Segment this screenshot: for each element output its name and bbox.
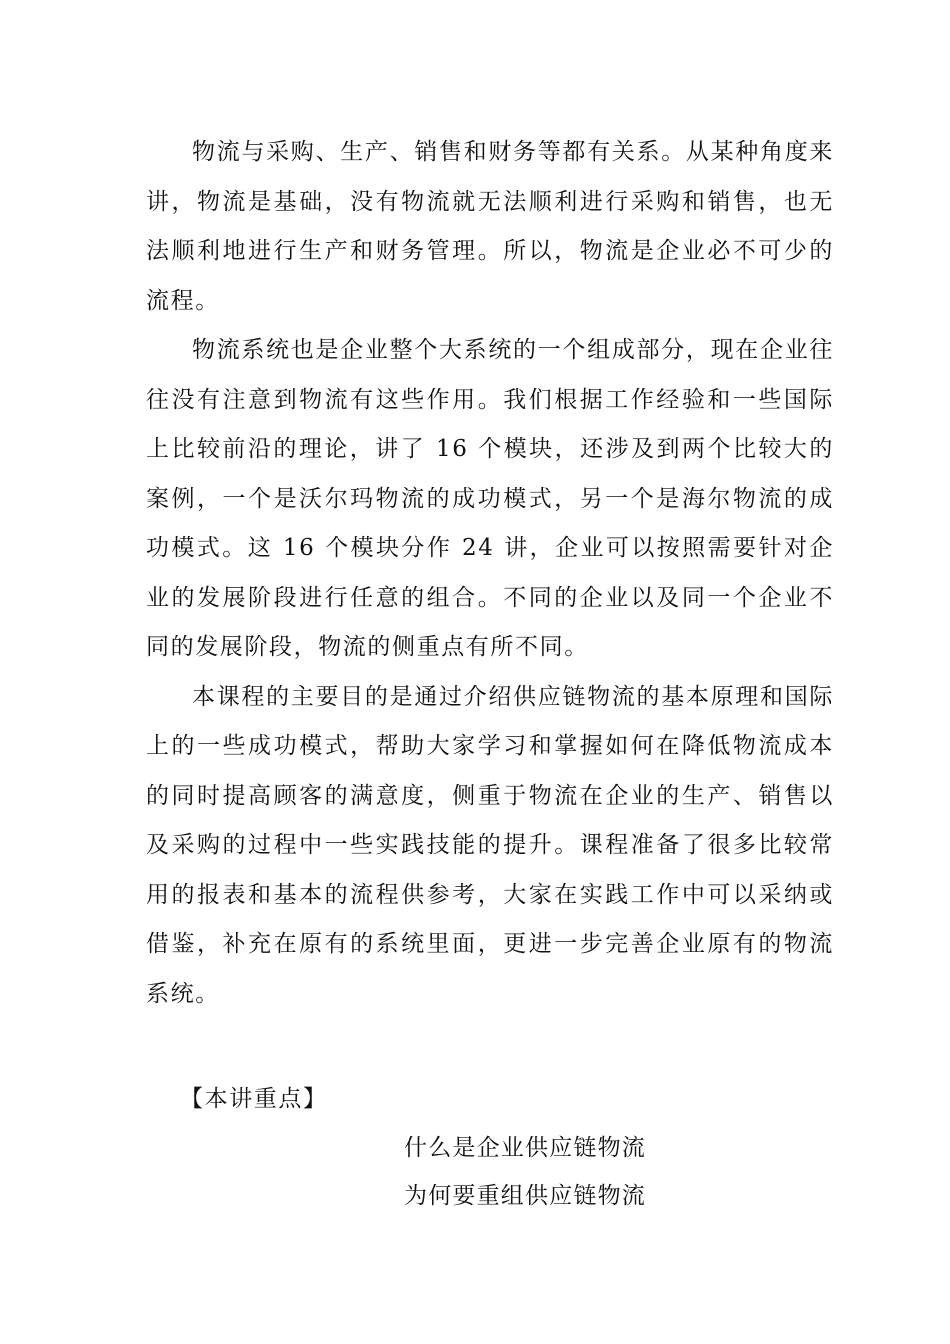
key-points-list	[404, 1124, 646, 1220]
key-point-item: 为何要重组供应链物流	[404, 1183, 646, 1209]
paragraph-1: 物流与采购、生产、销售和财务等都有关系。从某种角度来讲，物流是基础，没有物流就无法顺利进行采购和销售，也无法顺利地进行生产和财务管理。所以，物流是企业必不可少的流程。	[146, 139, 834, 314]
paragraph-3: 本课程的主要目的是通过介绍供应链物流的基本原理和国际上的一些成功模式，帮助大家学习和掌握如何在降低物流成本的同时提高顾客的满意度，侧重于物流在企业的生产、销售以及采购的过程中一些实践技能的提升。课程准备了很多比较常用的报表和基本的流程供参考，大家在实践工作中可以采纳或借鉴，补充在原有的系统里面，更进一步完善企业原有的物流系统。	[146, 683, 834, 1007]
paragraph-2: 物流系统也是企业整个大系统的一个组成部分，现在企业往往没有注意到物流有这些作用。我们根据工作经验和一些国际上比较前沿的理论，讲了 16 个模块，还涉及到两个比较大的案例，一个是沃尔玛物流的成功模式，另一个是海尔物流的成功模式。这 16 个模块分作 24 讲，企业可以按照需要针对企业的发展阶段进行任意的组合。不同的企业以及同一个企业不同的发展阶段，物流的侧重点有所不同。	[146, 337, 834, 660]
section-title: 【本讲重点】	[180, 1086, 328, 1112]
key-point-item: 什么是企业供应链物流	[404, 1135, 646, 1161]
body-text	[146, 128, 834, 1019]
